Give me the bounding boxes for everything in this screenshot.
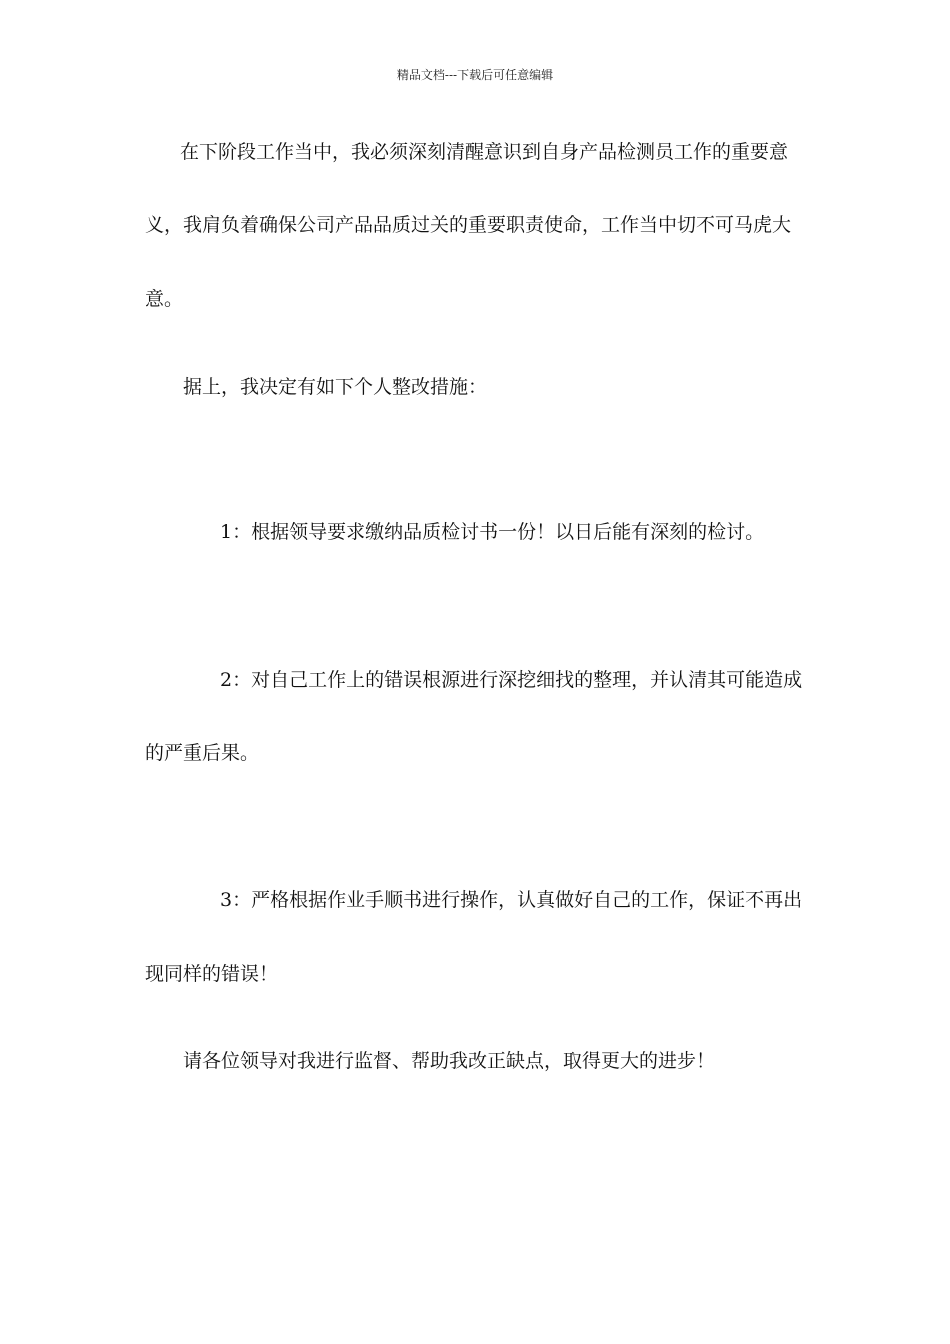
measure-3-line-1: 3：严格根据作业手顺书进行操作，认真做好自己的工作，保证不再出 <box>220 889 803 911</box>
paragraph-1-line-2: 义，我肩负着确保公司产品品质过关的重要职责使命，工作当中切不可马虎大 <box>145 214 792 236</box>
paragraph-1-line-1: 在下阶段工作当中，我必须深刻清醒意识到自身产品检测员工作的重要意 <box>180 141 789 163</box>
page-header: 精品文档---下载后可任意编辑 <box>396 68 554 82</box>
measure-2-line-2: 的严重后果。 <box>145 742 260 764</box>
measure-3-line-2: 现同样的错误！ <box>145 963 279 985</box>
measures-intro: 据上，我决定有如下个人整改措施： <box>183 376 488 398</box>
closing-line: 请各位领导对我进行监督、帮助我改正缺点，取得更大的进步！ <box>183 1050 716 1072</box>
paragraph-1-line-3: 意。 <box>145 288 184 310</box>
measure-2-line-1: 2：对自己工作上的错误根源进行深挖细找的整理，并认清其可能造成 <box>220 669 803 691</box>
measure-1: 1：根据领导要求缴纳品质检讨书一份！以日后能有深刻的检讨。 <box>220 521 765 543</box>
